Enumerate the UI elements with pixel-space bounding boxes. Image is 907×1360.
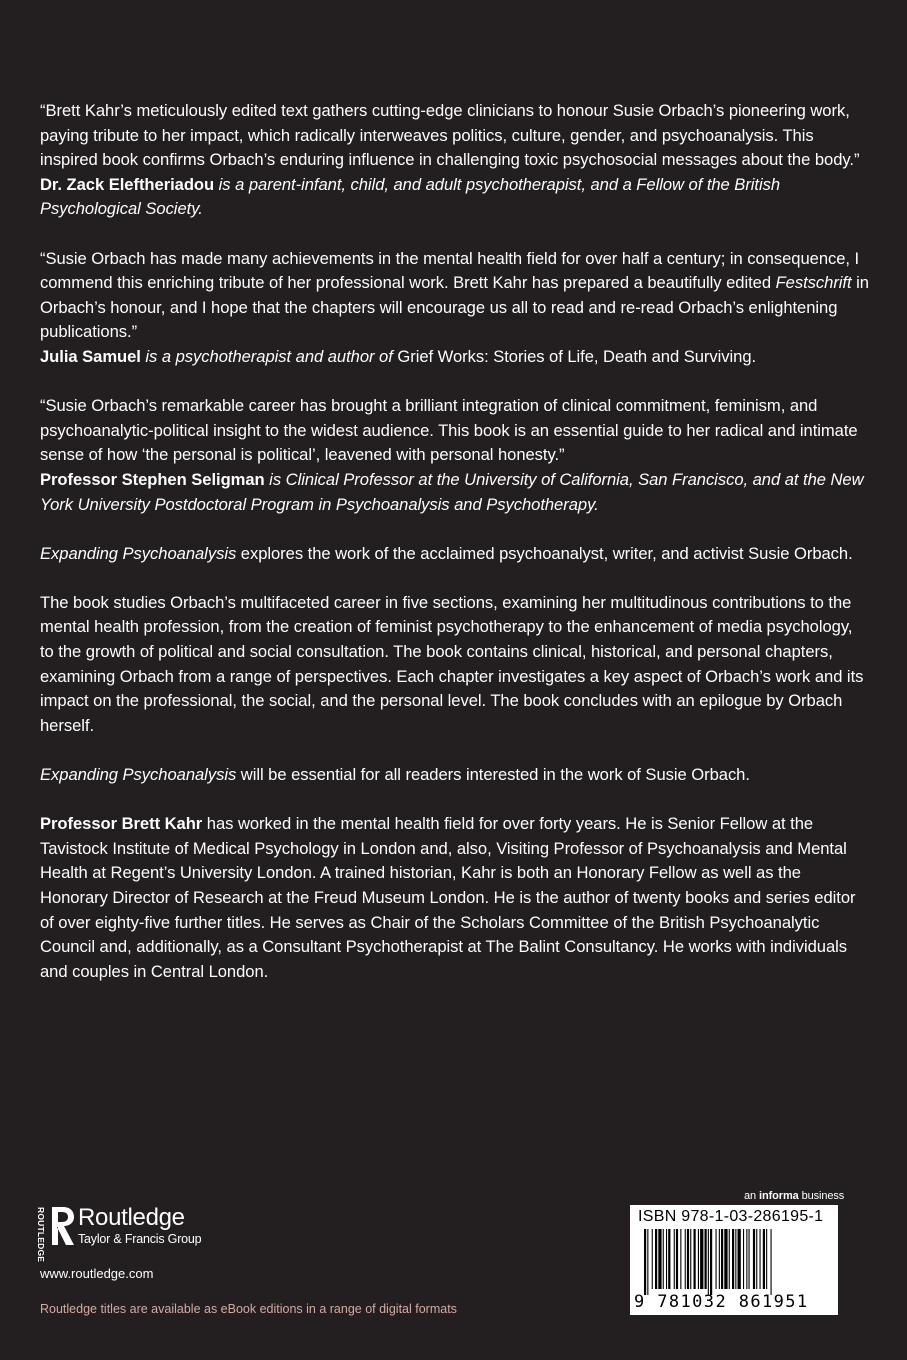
barcode-bar bbox=[674, 1229, 675, 1289]
barcode-bar bbox=[708, 1229, 709, 1295]
barcode-bar bbox=[694, 1229, 696, 1289]
endorsement-author: Dr. Zack Eleftheriadou bbox=[40, 174, 215, 194]
barcode-bar bbox=[732, 1229, 734, 1289]
ebook-note: Routledge titles are available as eBook editions in a range of digital formats bbox=[40, 1302, 457, 1316]
barcode-bar bbox=[666, 1229, 667, 1289]
endorsement-book-title: Grief Works: Stories of Life, Death and Surviving. bbox=[392, 346, 757, 366]
informa-suffix: business bbox=[798, 1190, 845, 1202]
barcode-bar bbox=[652, 1229, 653, 1289]
endorsement-quote: in Orbach’s honour, and I hope that the chapters will encourage us all to read and re-read Orbach’s enlightening publications.” bbox=[40, 273, 869, 342]
endorsement-2 bbox=[40, 247, 870, 370]
barcode-bar bbox=[705, 1229, 707, 1289]
barcode-bar bbox=[644, 1229, 646, 1295]
barcode-bar bbox=[658, 1229, 661, 1289]
publisher-group: Taylor & Francis Group bbox=[78, 1232, 202, 1246]
barcode-bar bbox=[680, 1229, 681, 1289]
bio-text: has worked in the mental health field for over forty years. He is Senior Fellow at the Tavistock Institute of Medical Psychology in London and, also, Visiting Professor of Psychoanalysis and Mental Health at Regent’s University London. A trained historian, Kahr is both an Honorary Fellow as well as the Honorary Director of Research at the Freud Museum London. He is the author of twenty books and series editor of over eighty-five further titles. He serves as Chair of the Scholars Committee of the British Psychoanalytic Council and, additionally, as a Consultant Psychotherapist at The Balint Consultancy. He works with individuals and couples in Central London. bbox=[40, 814, 856, 981]
barcode-bar bbox=[700, 1229, 703, 1289]
barcode-bar bbox=[719, 1229, 720, 1289]
bio-name: Professor Brett Kahr bbox=[40, 814, 203, 834]
barcode-bar bbox=[721, 1229, 723, 1289]
isbn-barcode bbox=[630, 1205, 838, 1315]
barcode-bar bbox=[729, 1229, 730, 1289]
routledge-r-icon bbox=[48, 1205, 76, 1247]
endorsement-1 bbox=[40, 99, 870, 222]
book-title: Expanding Psychoanalysis bbox=[40, 765, 237, 785]
barcode-bar bbox=[746, 1229, 747, 1289]
endorsement-quote: “Susie Orbach has made many achievements in the mental health field for over half a century; in consequence, I commend this enriching tribute of her professional work. Brett Kahr has prepared a beautifully edited bbox=[40, 248, 860, 293]
barcode-bar bbox=[690, 1229, 691, 1289]
endorsement-3 bbox=[40, 394, 870, 517]
barcode-bar bbox=[710, 1229, 712, 1295]
endorsement-author: Julia Samuel bbox=[40, 346, 141, 366]
isbn-label: ISBN 978-1-03-286195-1 bbox=[638, 1208, 824, 1225]
endorsement-credential: is a psychotherapist and author of bbox=[145, 346, 393, 366]
barcode-bar bbox=[743, 1229, 744, 1289]
logo-vertical-text: ROUTLEDGE bbox=[36, 1207, 46, 1263]
barcode-bar bbox=[663, 1229, 664, 1289]
barcode-bar bbox=[676, 1229, 678, 1289]
endorsement-quote: “Brett Kahr’s meticulously edited text gathers cutting-edge clinicians to honour Susie Orbach’s pioneering work, paying tribute to her impact, which radically interweaves politics, culture, gender, and psychoanalysis. This inspired book confirms Orbach’s enduring influence in challenging toxic psychosocial messages about the body.” bbox=[40, 101, 860, 170]
endorsement-quote: “Susie Orbach’s remarkable career has brought a brilliant integration of clinical commitment, feminism, and psychoanalytic-political insight to the widest audience. This book is an essential guide to her radical and intimate sense of how ‘the personal is political’, leavened with personal honesty.” bbox=[40, 396, 858, 465]
barcode-digits: 9 781032 861951 bbox=[634, 1292, 809, 1312]
endorsement-credential: is a parent-infant, child, and adult psychotherapist, and a Fellow of the British Psychological Society. bbox=[40, 174, 781, 219]
back-cover-text bbox=[40, 99, 870, 1009]
routledge-logo-mark bbox=[36, 1205, 76, 1263]
informa-label bbox=[744, 1190, 844, 1202]
barcode-bar bbox=[738, 1229, 741, 1289]
endorsement-author: Professor Stephen Seligman bbox=[40, 469, 265, 489]
informa-bold: informa bbox=[759, 1190, 799, 1202]
publisher-name: Routledge bbox=[78, 1204, 185, 1231]
endorsement-quote-italic: Festschrift bbox=[775, 273, 852, 293]
description-closing bbox=[40, 763, 870, 788]
barcode-bar bbox=[756, 1229, 757, 1289]
barcode-bar bbox=[753, 1229, 755, 1289]
barcode-bar bbox=[647, 1229, 648, 1295]
barcode-bar bbox=[735, 1229, 736, 1289]
description-closing-text: will be essential for all readers interested in the work of Susie Orbach. bbox=[236, 765, 750, 785]
barcode-bar bbox=[668, 1229, 670, 1289]
informa-prefix: an bbox=[744, 1190, 759, 1202]
barcode-bar bbox=[771, 1229, 772, 1295]
barcode-bar bbox=[749, 1229, 750, 1289]
book-title: Expanding Psychoanalysis bbox=[40, 543, 237, 563]
description-intro-text: explores the work of the acclaimed psychoanalyst, writer, and activist Susie Orbach. bbox=[236, 543, 853, 563]
barcode-bar bbox=[698, 1229, 699, 1289]
description-intro bbox=[40, 542, 870, 567]
endorsement-credential: is Clinical Professor at the University of California, San Francisco, and at the New York University Postdoctoral Program in Psychoanalysis and Psychotherapy. bbox=[40, 469, 864, 514]
barcode-bar bbox=[763, 1229, 765, 1289]
barcode-bar bbox=[687, 1229, 689, 1289]
publisher-website[interactable]: www.routledge.com bbox=[40, 1266, 154, 1281]
description-body: The book studies Orbach’s multifaceted career in five sections, examining her multitudinous contributions to the mental health profession, from the creation of feminist psychotherapy to the enhancement of media psychology, to the growth of political and social consultation. The book contains clinical, historical, and personal chapters, examining Orbach from a range of perspectives. Each chapter investigates a key aspect of Orbach’s work and its impact on the professional, the social, and the personal level. The book concludes with an epilogue by Orbach herself. bbox=[40, 592, 864, 735]
barcode-bar bbox=[655, 1229, 657, 1289]
author-bio bbox=[40, 812, 870, 984]
barcode-bar bbox=[724, 1229, 727, 1289]
barcode-bar bbox=[766, 1229, 767, 1289]
publisher-logo bbox=[36, 1204, 202, 1263]
barcode-bar bbox=[685, 1229, 686, 1289]
barcode-bar bbox=[716, 1229, 717, 1289]
barcode-bar bbox=[760, 1229, 761, 1289]
